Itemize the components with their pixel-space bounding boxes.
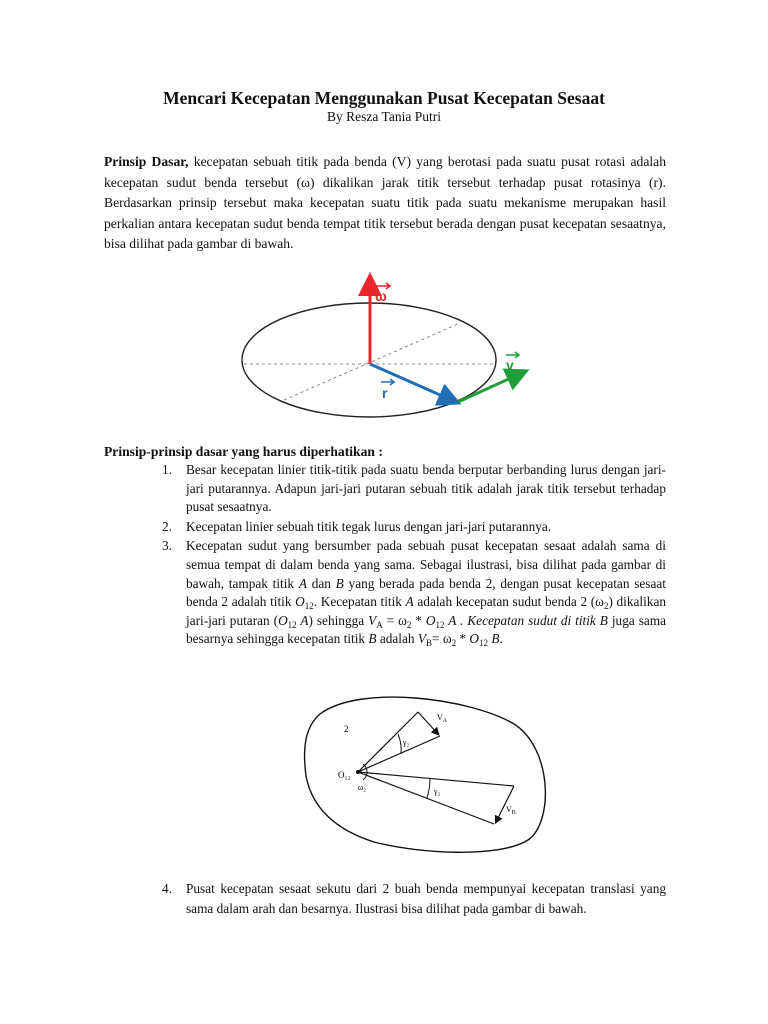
gamma-bottom-label: γ₂	[434, 787, 441, 796]
velocity-b-vector	[496, 786, 514, 822]
author-byline: By Resza Tania Putri	[327, 109, 441, 124]
item-number: 4.	[162, 881, 172, 896]
body-label: 2	[344, 724, 349, 734]
list-item	[104, 461, 666, 517]
radius-b-edge	[358, 772, 494, 824]
omega-label: ω	[375, 288, 387, 304]
principles-list	[104, 461, 666, 650]
intro-paragraph	[104, 152, 666, 255]
rotation-figure	[236, 272, 536, 422]
intro-body: kecepatan sebuah titik pada benda (V) yang berotasi pada suatu pusat rotasi adalah kecepatan sudut benda tersebut (ω) dikalikan jarak titik tersebut terhadap pusat rotasinya (r). Berdasarkan prinsip tersebut maka kecepatan suatu titik pada suatu mekanisme merupakan hasil perkalian antara kecepatan sudut benda tempat titik tersebut berada dengan pusat kecepatan sesaatnya, bisa dilihat pada gambar di bawah.	[104, 154, 666, 251]
center-label: O₁₂	[338, 770, 351, 780]
list-item	[104, 879, 666, 918]
item-text: Kecepatan linier sebuah titik tegak lurus dengan jari-jari putarannya.	[186, 518, 552, 534]
principles-heading: Prinsip-prinsip dasar yang harus diperhatikan :	[104, 444, 383, 459]
intro-lead: Prinsip Dasar,	[104, 154, 189, 169]
v-label: v	[506, 357, 514, 373]
radius-b	[358, 772, 514, 786]
vb-label: $V_B$	[506, 805, 516, 816]
va-label: $V_A$	[437, 713, 448, 724]
velocity-a-vector	[418, 712, 438, 734]
omega2-label: ω₂	[358, 783, 367, 792]
document-title: Mencari Kecepatan Menggunakan Pusat Kecepatan Sesaat	[163, 88, 605, 108]
item-text: Pusat kecepatan sesaat sekutu dari 2 buah benda mempunyai kecepatan translasi yang sama dalam arah dan besarnya. Ilustrasi bisa dilihat pada gambar di bawah.	[186, 881, 666, 916]
list-item	[104, 537, 666, 649]
principles-list-continued	[104, 879, 666, 918]
item-text: Besar kecepatan linier titik-titik pada suatu benda berputar berbanding lurus dengan jari-jari putarannya. Adapun jari-jari putaran sebuah titik adalah jarak titik tersebut terhadap pusat sesaatnya.	[186, 462, 666, 515]
item-number: 2.	[162, 518, 172, 534]
item-number: 3.	[162, 538, 172, 554]
item-number: 1.	[162, 462, 172, 477]
instant-center-figure	[300, 690, 552, 860]
r-label: r	[382, 385, 388, 401]
radius-a-edge	[358, 736, 440, 772]
gamma-arc-bottom	[427, 779, 430, 798]
list-item	[104, 518, 666, 537]
gamma-top-label: γ₂	[403, 738, 410, 747]
item-text: Kecepatan sudut yang bersumber pada sebuah pusat kecepatan sesaat adalah sama di semua tempat di dalam benda yang sama. Sebagai ilustrasi, bisa dilihat pada gambar di bawah, tampak titik A dan B yang berada pada benda 2, dengan pusat kecepatan sesaat benda 2 adalah titik $O_{12}$. Kecepatan titik A adalah kecepatan sudut benda 2 $(\omega_2)$ dikalikan jari-jari putaran ($O_{12}$ A) sehingga $V_A = \omega_2 * O_{12}$ A . Kecepatan sudut di titik B juga sama besarnya sehingga kecepatan titik B adalah $V_B= \omega_2 * O_{12}$ B.	[186, 538, 667, 649]
gamma-arc-top	[398, 734, 401, 754]
